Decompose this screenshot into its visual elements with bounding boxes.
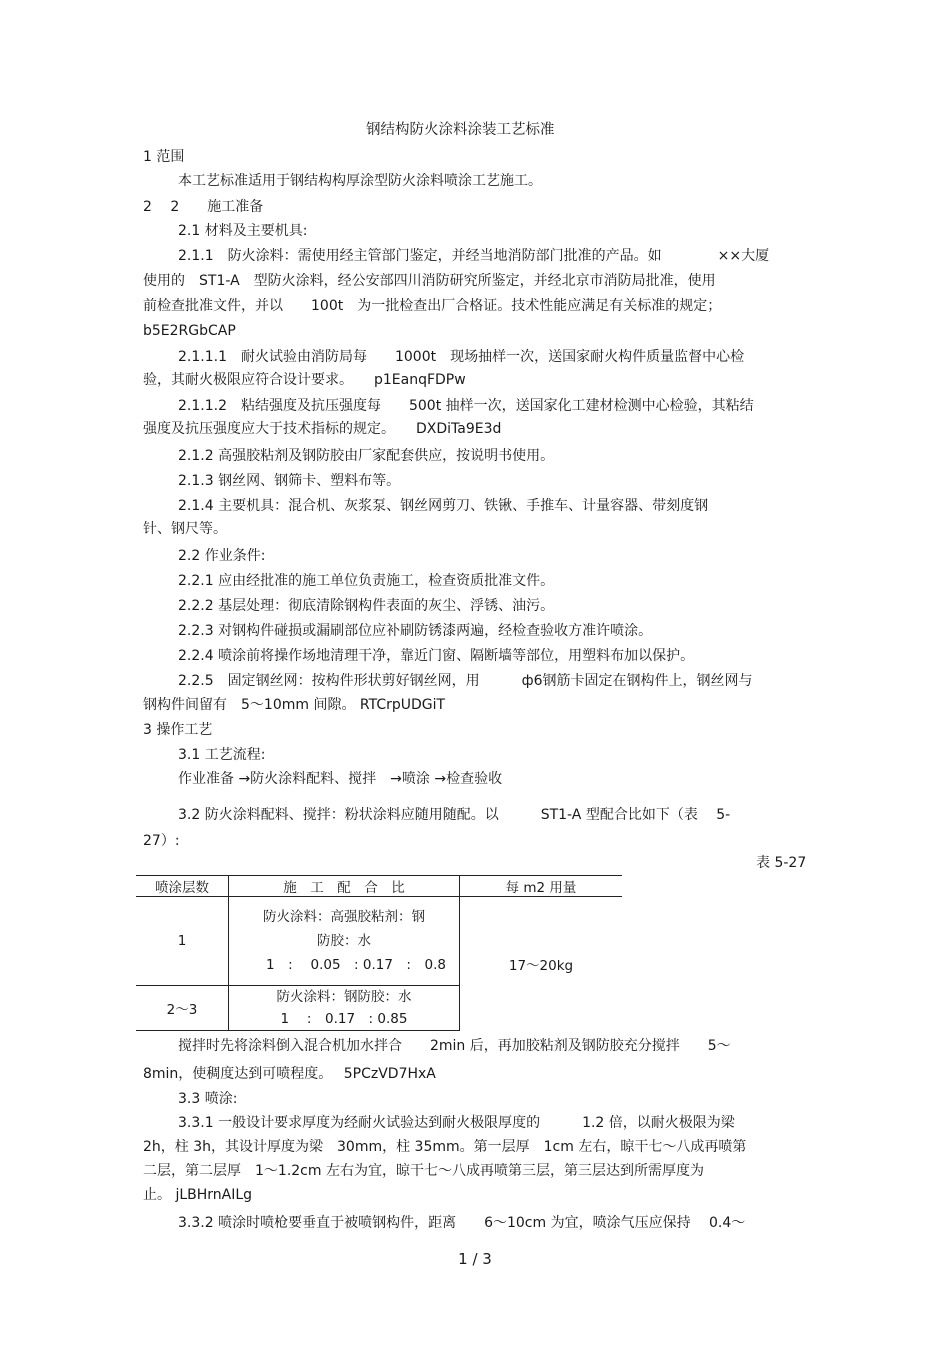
paragraph-line: 2.2.3 对钢构件碰损或漏刷部位应补刷防锈漆两遍，经检查验收方准许喷涂。 <box>178 623 653 639</box>
process-flow: 作业准备 →防火涂料配料、搅拌 →喷涂 →检查验收 <box>178 771 503 787</box>
paragraph-line: 3.3.2 喷涂时喷枪要垂直于被喷钢构件，距离 6～10cm 为宜，喷涂气压应保持 0.4～ <box>178 1215 746 1231</box>
paragraph-line: 2.2.1 应由经批准的施工单位负责施工，检查资质批准文件。 <box>178 573 555 589</box>
subsection-heading: 2.2 作业条件: <box>178 548 266 564</box>
paragraph-line: 2.1.3 钢丝网、钢筛卡、塑料布等。 <box>178 473 401 489</box>
table-cell-layers: 1 <box>177 933 187 949</box>
paragraph-line: 2.1.1.2 粘结强度及抗压强度每 500t 抽样一次，送国家化工建材检测中心检验，其粘结 <box>178 398 754 414</box>
paragraph-line: 前检查批准文件，并以 100t 为一批检查出厂合格证。技术性能应满足有关标准的规定； <box>143 298 722 314</box>
page-number: 1 / 3 <box>458 1250 492 1268</box>
table-cell-ratio <box>229 986 460 1031</box>
ratio-line: 1 : 0.17 : 0.85 <box>280 1011 408 1027</box>
subsection-heading: 3.1 工艺流程: <box>178 747 266 763</box>
mix-ratio-table <box>136 875 622 1031</box>
paragraph-line: 2.1.1 防火涂料：需使用经主管部门鉴定，并经当地消防部门批准的产品。如 ××大厦 <box>178 248 770 264</box>
paragraph-line: 2.2.4 喷涂前将操作场地清理干净，靠近门窗、隔断墙等部位，用塑料布加以保护。 <box>178 648 695 664</box>
ratio-line: 防胶：水 <box>317 933 371 949</box>
paragraph-line: 8min，使稠度达到可喷程度。 5PCzVD7HxA <box>143 1066 436 1082</box>
paragraph-line: 2.1.1.1 耐火试验由消防局每 1000t 现场抽样一次，送国家耐火构件质量监督中心检 <box>178 349 745 365</box>
paragraph-line: 使用的 ST1-A 型防火涂料，经公安部四川消防研究所鉴定，并经北京市消防局批准，使用 <box>143 273 716 289</box>
table-header: 每 m2 用量 <box>460 876 623 897</box>
table-caption: 表 5-27 <box>756 855 807 871</box>
paragraph-line: b5E2RGbCAP <box>143 323 236 339</box>
paragraph-line: 搅拌时先将涂料倒入混合机加水拌合 2min 后，再加胶粘剂及钢防胶充分搅拌 5～ <box>178 1038 731 1054</box>
table-header: 喷涂层数 <box>136 876 229 897</box>
table-cell-layers: 2～3 <box>136 986 229 1031</box>
ratio-line: 1 : 0.05 : 0.17 : 0.8 <box>266 957 446 973</box>
paragraph-line: 2h，柱 3h，其设计厚度为梁 30mm，柱 35mm。第一层厚 1cm 左右，晾干七～八成再喷第 <box>143 1139 747 1155</box>
subsection-heading: 2.1 材料及主要机具: <box>178 223 308 239</box>
paragraph-line: 2.2.5 固定钢丝网：按构件形状剪好钢丝网，用 ф6钢筋卡固定在钢构件上，钢丝网与 <box>178 673 753 689</box>
paragraph-line: 2.1.2 高强胶粘剂及钢防胶由厂家配套供应，按说明书使用。 <box>178 448 555 464</box>
section-1-heading: 1 范围 <box>143 149 185 165</box>
paragraph-line: 3.2 防火涂料配料、搅拌：粉状涂料应随用随配。以 ST1-A 型配合比如下（表 5- <box>178 807 731 823</box>
paragraph-line: 验，其耐火极限应符合设计要求。 p1EanqFDPw <box>143 372 466 388</box>
paragraph-line: 3.3.1 一般设计要求厚度为经耐火试验达到耐火极限厚度的 1.2 倍，以耐火极限为梁 <box>178 1115 735 1131</box>
ratio-line: 防火涂料：钢防胶：水 <box>276 989 412 1005</box>
document-title: 钢结构防火涂料涂装工艺标准 <box>366 122 555 138</box>
paragraph-line: 二层，第二层厚 1～1.2cm 左右为宜，晾干七～八成再喷第三层，第三层达到所需厚度为 <box>143 1163 704 1179</box>
table-header: 施 工 配 合 比 <box>229 876 460 897</box>
ratio-line: 防火涂料：高强胶粘剂：钢 <box>263 909 425 925</box>
paragraph-line: 2.2.2 基层处理：彻底清除钢构件表面的灰尘、浮锈、油污。 <box>178 598 555 614</box>
table-cell-ratio <box>229 897 460 986</box>
table-row <box>136 897 622 986</box>
paragraph-line: 钢构件间留有 5～10mm 间隙。 RTCrpUDGiT <box>143 697 446 713</box>
paragraph-line: 针、钢尺等。 <box>143 521 227 537</box>
paragraph-line: 止。 jLBHrnAILg <box>143 1187 253 1203</box>
paragraph-line: 强度及抗压强度应大于技术指标的规定。 DXDiTa9E3d <box>143 421 502 437</box>
table-cell-usage: 17～20kg <box>460 897 623 1031</box>
subsection-heading: 3.3 喷涂: <box>178 1091 238 1107</box>
paragraph: 本工艺标准适用于钢结构构厚涂型防火涂料喷涂工艺施工。 <box>178 173 542 189</box>
paragraph-line: 27）: <box>143 833 180 849</box>
section-2-heading: 2 2 施工准备 <box>143 199 264 215</box>
section-3-heading: 3 操作工艺 <box>143 722 213 738</box>
paragraph-line: 2.1.4 主要机具：混合机、灰浆泵、钢丝网剪刀、铁锹、手推车、计量容器、带刻度钢 <box>178 498 709 514</box>
